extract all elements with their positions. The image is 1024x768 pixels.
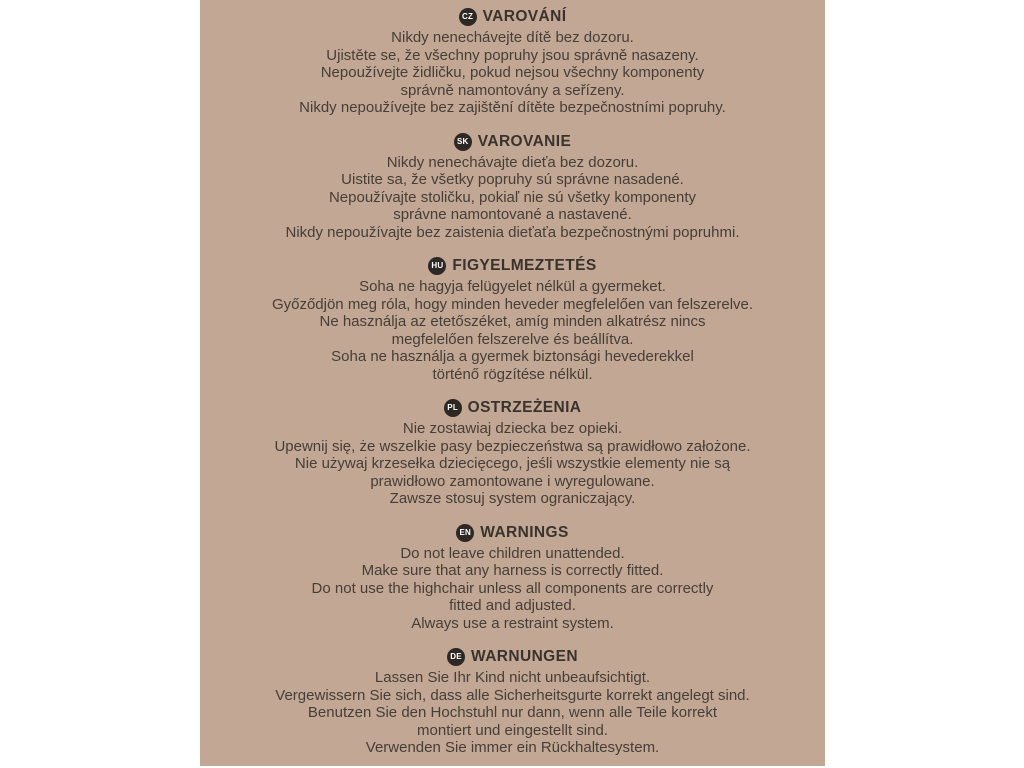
warning-line: Make sure that any harness is correctly fitted. bbox=[361, 562, 664, 579]
section-title: FIGYELMEZTETÉS bbox=[452, 257, 597, 274]
warning-line: fitted and adjusted. bbox=[449, 597, 576, 614]
warning-section bbox=[200, 647, 825, 757]
hu-language-badge-icon bbox=[428, 257, 446, 275]
section-heading bbox=[200, 647, 825, 667]
warning-label-panel bbox=[200, 0, 825, 766]
warning-lines bbox=[200, 669, 825, 757]
warning-line: Nie używaj krzesełka dziecięcego, jeśli wszystkie elementy nie są bbox=[294, 455, 731, 472]
language-code: DE bbox=[450, 652, 462, 661]
warning-line: Ne használja az etetőszéket, amíg minden alkatrész nincs bbox=[319, 313, 706, 330]
warning-line: Nikdy nenechávejte dítě bez dozoru. bbox=[391, 29, 634, 46]
warning-section bbox=[200, 398, 825, 508]
warning-line: megfelelően felszerelve és beállítva. bbox=[391, 330, 634, 348]
language-code: EN bbox=[459, 527, 472, 537]
de-language-badge-icon bbox=[447, 648, 465, 666]
warning-line: Soha ne használja a gyermek biztonsági hevederekkel bbox=[331, 348, 694, 365]
warning-line: Soha ne hagyja felügyelet nélkül a gyermeket. bbox=[359, 278, 666, 295]
section-title: WARNUNGEN bbox=[471, 648, 578, 665]
warning-section bbox=[200, 7, 825, 117]
warning-line: prawidłowo zamontowane i wyregulowane. bbox=[370, 472, 655, 490]
warning-line: Do not use the highchair unless all components are correctly bbox=[311, 579, 714, 597]
section-title: VAROVÁNÍ bbox=[482, 8, 567, 25]
section-heading bbox=[200, 256, 825, 276]
language-code: HU bbox=[431, 261, 444, 270]
pl-language-badge-icon bbox=[444, 399, 462, 417]
cz-language-badge-icon bbox=[459, 8, 477, 26]
warning-line: Nie zostawiaj dziecka bez opieki. bbox=[402, 420, 623, 437]
section-title: VAROVANIE bbox=[477, 132, 572, 150]
section-heading bbox=[200, 398, 825, 418]
warning-line: Upewnij się, że wszelkie pasy bezpieczeństwa są prawidłowo założone. bbox=[274, 437, 751, 455]
warning-line: Do not leave children unattended. bbox=[400, 544, 625, 562]
warning-lines bbox=[200, 29, 825, 117]
language-code: CZ bbox=[462, 12, 474, 21]
warning-lines bbox=[200, 545, 825, 633]
warning-line: Nepoužívajte stoličku, pokiaľ nie sú všetky komponenty bbox=[328, 188, 697, 206]
warning-section bbox=[200, 523, 825, 633]
warning-line: Lassen Sie Ihr Kind nicht unbeaufsichtigt. bbox=[374, 669, 651, 686]
warning-line: Uistite sa, že všetky popruhy sú správne nasadené. bbox=[341, 171, 684, 188]
en-language-badge-icon bbox=[456, 524, 474, 542]
language-code: PL bbox=[447, 403, 458, 412]
warning-section bbox=[200, 132, 825, 242]
sk-language-badge-icon bbox=[454, 133, 472, 151]
section-title: OSTRZEŻENIA bbox=[467, 399, 582, 416]
warning-line: Ujistěte se, že všechny popruhy jsou správně nasazeny. bbox=[326, 46, 699, 64]
warning-line: Nikdy nepoužívejte bez zajištění dítěte bezpečnostními popruhy. bbox=[299, 99, 726, 116]
language-code: SK bbox=[457, 136, 469, 146]
section-title: WARNINGS bbox=[480, 523, 569, 541]
warning-lines bbox=[200, 154, 825, 242]
warning-line: Nepoužívejte židličku, pokud nejsou všechny komponenty bbox=[320, 64, 705, 81]
warning-line: történő rögzítése nélkül. bbox=[432, 365, 593, 383]
warning-line: montiert und eingestellt sind. bbox=[417, 721, 608, 739]
section-heading bbox=[200, 7, 825, 27]
warning-line: správne namontované a nastavené. bbox=[393, 206, 632, 223]
warning-lines bbox=[200, 420, 825, 508]
warning-lines bbox=[200, 278, 825, 383]
warning-line: správně namontovány a seřízeny. bbox=[400, 81, 625, 99]
warning-line: Nikdy nenechávajte dieťa bez dozoru. bbox=[386, 153, 639, 171]
warning-line: Always use a restraint system. bbox=[411, 614, 614, 632]
warning-line: Verwenden Sie immer ein Rückhaltesystem. bbox=[365, 739, 660, 756]
warning-line: Győződjön meg róla, hogy minden heveder megfelelően van felszerelve. bbox=[271, 295, 754, 313]
section-heading bbox=[200, 132, 825, 152]
warning-line: Benutzen Sie den Hochstuhl nur dann, wenn alle Teile korrekt bbox=[307, 704, 718, 721]
warning-line: Zawsze stosuj system ograniczający. bbox=[389, 490, 636, 507]
warning-section bbox=[200, 256, 825, 383]
warning-line: Nikdy nepoužívajte bez zaistenia dieťaťa bezpečnostnými popruhmi. bbox=[285, 223, 740, 241]
warning-line: Vergewissern Sie sich, dass alle Sicherheitsgurte korrekt angelegt sind. bbox=[275, 686, 750, 704]
section-heading bbox=[200, 523, 825, 543]
